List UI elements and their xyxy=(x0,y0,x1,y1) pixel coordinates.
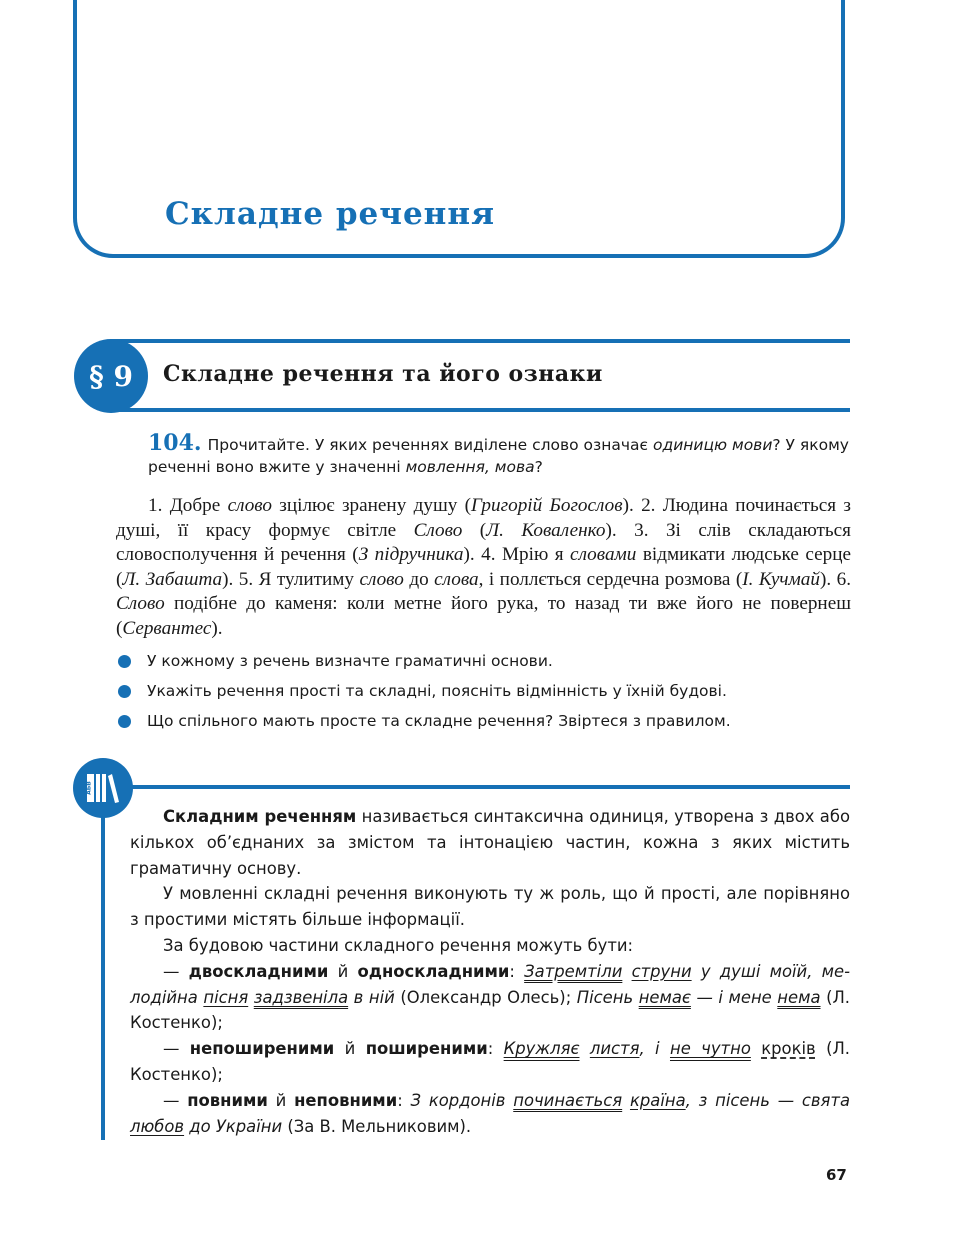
text-run: ). 5. Я тулитиму xyxy=(222,568,360,590)
text-run: 1. Добре xyxy=(148,495,228,516)
book-abc-icon xyxy=(73,758,133,818)
text-run: й xyxy=(328,961,358,981)
text-run: ( xyxy=(462,519,487,541)
text-run: слово xyxy=(359,568,404,590)
text-run: У мовленні складні речення виконують ту ж роль, що й прості, але порівняно з простими містять більше інформації. xyxy=(130,884,850,930)
text-run: неповними xyxy=(294,1090,398,1110)
text-run: Слово xyxy=(116,593,165,614)
text-run: любов xyxy=(130,1116,185,1136)
text-run: ). 4. Мрію я xyxy=(463,544,571,565)
text-run: двоскладними xyxy=(188,961,329,981)
text-run: й xyxy=(267,1090,295,1110)
text-run: словами xyxy=(570,544,637,565)
text-run: непоширеними xyxy=(189,1039,335,1059)
text-run xyxy=(579,1039,589,1058)
text-run: — xyxy=(163,1090,188,1110)
task-item xyxy=(116,680,851,710)
text-run: ? xyxy=(534,458,543,476)
exercise-header xyxy=(148,432,850,478)
text-run: , і xyxy=(639,1039,670,1059)
text-run: кроків xyxy=(761,1039,816,1059)
text-run: немає xyxy=(638,987,691,1007)
task-item xyxy=(116,650,851,680)
text-run: (Л. Костенко); xyxy=(130,987,850,1033)
section-bottom-rule xyxy=(110,408,850,412)
text-run: ? У якому реченні воно вжите у значенні xyxy=(148,436,849,476)
text-run: починається xyxy=(513,1090,623,1110)
section-badge: § 9 xyxy=(74,339,148,413)
text-run: Л. Коваленко xyxy=(486,519,606,541)
text-run: мовлення, мова xyxy=(405,458,535,476)
bullet-icon xyxy=(118,685,131,698)
text-run: , з пісень — свята xyxy=(685,1090,850,1110)
text-run: — xyxy=(163,961,189,981)
text-run: За будовою частини складного речення можуть бути: xyxy=(163,935,634,955)
task-text: Укажіть речення прості та складні, поясніть відмінність у їхній будові. xyxy=(147,682,727,700)
text-run: Затремтіли xyxy=(524,961,623,981)
text-run: відмикати людське серце ( xyxy=(116,544,851,590)
text-run: Григорій Богослов xyxy=(471,495,623,516)
text-run: односкладними xyxy=(357,961,510,981)
text-run xyxy=(622,1091,630,1110)
text-run: — і мене xyxy=(690,987,778,1007)
text-run: не чутно xyxy=(669,1039,751,1059)
text-run: Складним реченням xyxy=(163,807,357,826)
section-top-rule xyxy=(110,339,850,343)
text-run: струни xyxy=(631,961,692,981)
task-item xyxy=(116,710,851,740)
task-text: Що спільного мають просте та складне речення? Звіртеся з правилом. xyxy=(147,712,731,730)
rule-paragraph xyxy=(130,933,850,959)
text-run: (За В. Мельниковим). xyxy=(282,1116,472,1136)
text-run: Пісень xyxy=(576,987,639,1007)
text-run: ). 3. Зі слів складаються словосполучення й речення ( xyxy=(116,519,852,565)
text-run: листя xyxy=(589,1039,640,1059)
text-run: одиницю мови xyxy=(653,436,773,454)
rule-paragraph xyxy=(130,881,850,933)
svg-text:АБВ: АБВ xyxy=(85,781,93,795)
text-run: називається синтаксична одиниця, утворена з двох або кількох об’єднаних за змістом та інтонацією частин, кожна з яких містить граматичну основу. xyxy=(130,807,850,878)
rule-paragraph xyxy=(130,804,850,881)
text-run: у душі моїй, мелодійна xyxy=(130,961,851,1007)
rule-text xyxy=(130,804,850,1139)
text-run: до України xyxy=(184,1116,283,1136)
text-run: Прочитайте. У яких реченнях виділене слово означає xyxy=(207,436,653,454)
text-run: Слово xyxy=(413,519,463,541)
rule-paragraph xyxy=(130,1036,850,1088)
text-run: : xyxy=(397,1090,411,1110)
bullet-icon xyxy=(118,655,131,668)
text-run: ). 6. xyxy=(819,568,851,590)
rule-paragraph xyxy=(130,959,850,1036)
text-run: й xyxy=(334,1039,366,1059)
text-run: З кордонів xyxy=(410,1090,514,1110)
rule-paragraph xyxy=(130,1088,850,1140)
text-run: подібне до каменя: коли метне його рука, то назад ти вже його не повернеш ( xyxy=(116,593,851,639)
rule-side-rule xyxy=(101,800,105,1140)
text-run: : xyxy=(487,1039,504,1059)
text-run: Л. Забашта xyxy=(122,568,223,590)
text-run: (Олександр Олесь); xyxy=(394,987,577,1007)
text-run: до xyxy=(403,568,435,590)
section-title: Складне речення та його ознаки xyxy=(163,361,603,387)
text-run: поширеними xyxy=(365,1039,488,1059)
text-run: повними xyxy=(187,1090,268,1110)
exercise-text xyxy=(116,494,851,641)
chapter-title: Складне речення xyxy=(165,196,495,232)
text-run: пісня xyxy=(203,987,249,1007)
exercise-instruction xyxy=(148,436,849,476)
text-run: зцілює зранену душу ( xyxy=(271,495,472,516)
text-run: (Л. Костенко); xyxy=(130,1039,851,1084)
text-run: задзвеніла xyxy=(253,987,349,1007)
text-run: нема xyxy=(777,987,821,1007)
text-run: Кружляє xyxy=(503,1039,580,1059)
bullet-icon xyxy=(118,715,131,728)
task-text: У кожному з речень визначте граматичні основи. xyxy=(147,652,553,670)
text-run: — xyxy=(163,1039,190,1059)
task-list xyxy=(116,650,851,740)
rule-top-rule xyxy=(110,785,850,789)
text-run: : xyxy=(509,961,525,981)
text-run: З підручника xyxy=(358,544,464,565)
text-run: країна xyxy=(629,1090,686,1110)
text-run: ). xyxy=(211,617,223,639)
text-run: в ній xyxy=(348,987,395,1007)
text-run: ). 2. Людина починається з душі, її красу формує світле xyxy=(116,495,851,541)
text-run xyxy=(751,1039,761,1058)
text-run: Сервантес xyxy=(122,617,212,639)
text-run xyxy=(622,962,631,981)
text-run: слово xyxy=(227,495,272,516)
text-run: слова xyxy=(434,568,479,590)
text-run: І. Кучмай xyxy=(742,568,820,590)
exercise-number: 104. xyxy=(148,430,202,456)
text-run: , і поллється сердечна розмова ( xyxy=(478,568,743,590)
page-number: 67 xyxy=(826,1166,847,1184)
